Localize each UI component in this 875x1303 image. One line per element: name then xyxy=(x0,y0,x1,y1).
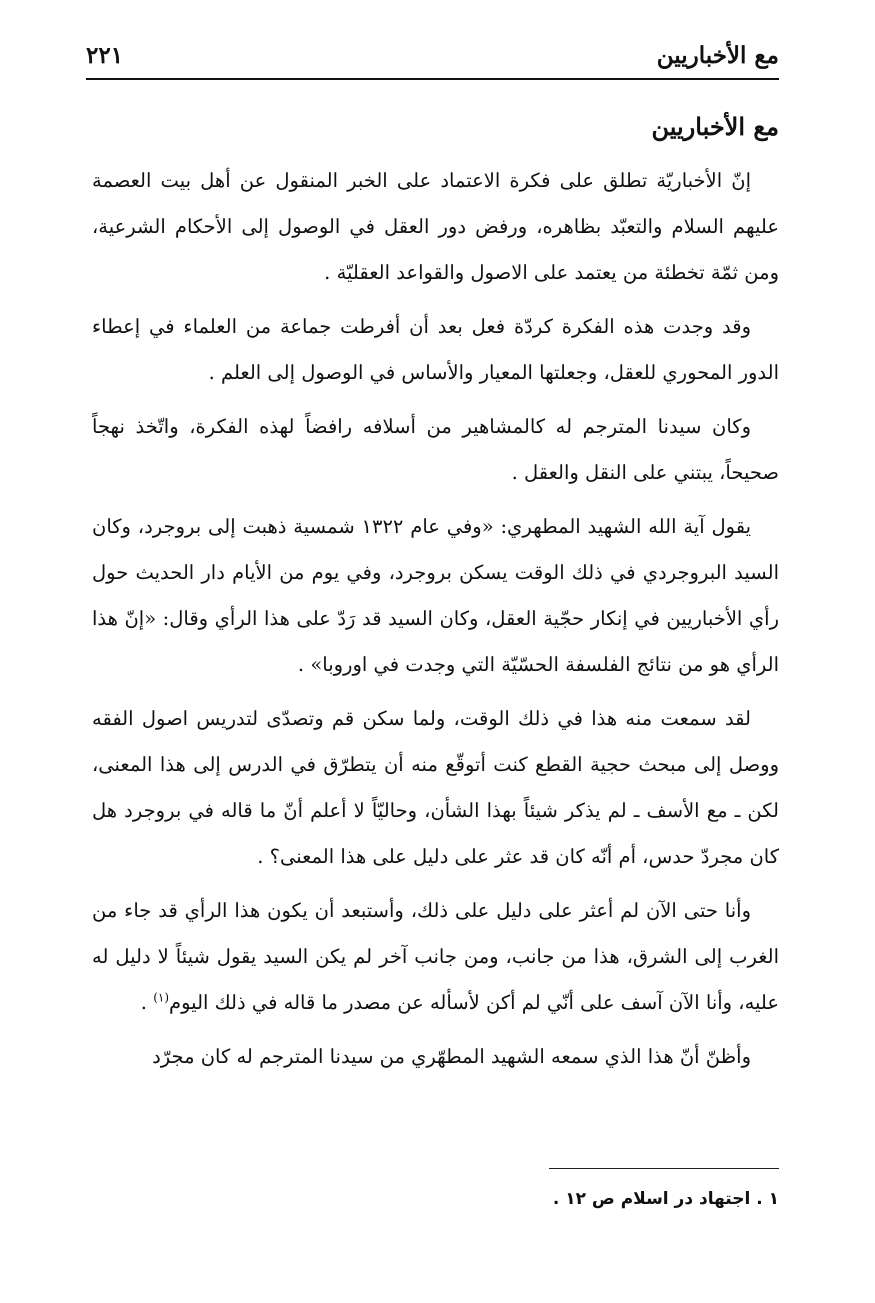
paragraph-6-tail: . xyxy=(140,991,154,1014)
paragraph-7: وأظنّ أنّ هذا الذي سمعه الشهيد المطهّري من سيدنا المترجم له كان مجرّد xyxy=(152,1045,751,1068)
paragraph-2: وقد وجدت هذه الفكرة كردّة فعل بعد أن أفرطت جماعة من العلماء في إعطاء الدور المحوري للعقل، وجعلتها المعيار والأساس في الوصول إلى العلم . xyxy=(92,315,779,384)
running-title: مع الأخباريين xyxy=(656,42,779,69)
paragraph-1: إنّ الأخباريّة تطلق على فكرة الاعتماد على الخبر المنقول عن أهل بيت العصمة عليهم السلام والتعبّد بظاهره، ورفض دور العقل في الوصول إلى الأحكام الشرعية، ومن ثمّة تخطئة من يعتمد على الاصول والقواعد العقليّة . xyxy=(92,169,779,284)
main-content xyxy=(92,110,779,1088)
section-title: مع الأخباريين xyxy=(651,112,779,141)
footnotes xyxy=(92,1168,779,1213)
paragraph-5: لقد سمعت منه هذا في ذلك الوقت، ولما سكن قم وتصدّى لتدريس اصول الفقه ووصل إلى مبحث حجية القطع كنت أتوقّع منه أن يتطرّق في الدرس إلى هذا المعنى، لكن ـ مع الأسف ـ لم يذكر شيئاً بهذا الشأن، وحاليّاً لا أعلم أنّ ما قاله في بروجرد هل كان مجردّ حدس، أم أنّه كان قد عثر على دليل على هذا المعنى؟ . xyxy=(92,707,779,868)
paragraph-3: وكان سيدنا المترجم له كالمشاهير من أسلافه رافضاً لهذه الفكرة، واتّخذ نهجاً صحيحاً، يبتني على النقل والعقل . xyxy=(92,415,779,484)
body-text xyxy=(92,158,779,1080)
running-header xyxy=(86,38,779,80)
footnote-divider xyxy=(549,1168,779,1169)
paragraph-4: يقول آية الله الشهيد المطهري: «وفي عام ١٣٢٢ شمسية ذهبت إلى بروجرد، وكان السيد البروجردي في ذلك الوقت يسكن بروجرد، وفي يوم من الأيام دار الحديث حول رأي الأخباريين في إنكار حجّية العقل، وكان السيد قد رَدّ على هذا الرأي وقال: «إنّ هذا الرأي هو من نتائج الفلسفة الحسّيّة التي وجدت في اوروبا» . xyxy=(92,515,779,676)
footnote-reference: (١) xyxy=(153,990,170,1005)
footnote-1: ١ . اجتهاد در اسلام ص ١٢ . xyxy=(552,1189,779,1209)
page-number: ٢٢١ xyxy=(86,42,124,69)
paragraph-6-text: وأنا حتى الآن لم أعثر على دليل على ذلك، وأستبعد أن يكون هذا الرأي قد جاء من الغرب إلى الشرق، هذا من جانب، ومن جانب آخر لم يكن السيد يقول شيئاً لا دليل له عليه، وأنا الآن آسف على أنّي لم أكن لأسأله عن مصدر ما قاله في ذلك اليوم xyxy=(92,899,779,1014)
paragraph-6 xyxy=(92,888,779,1026)
